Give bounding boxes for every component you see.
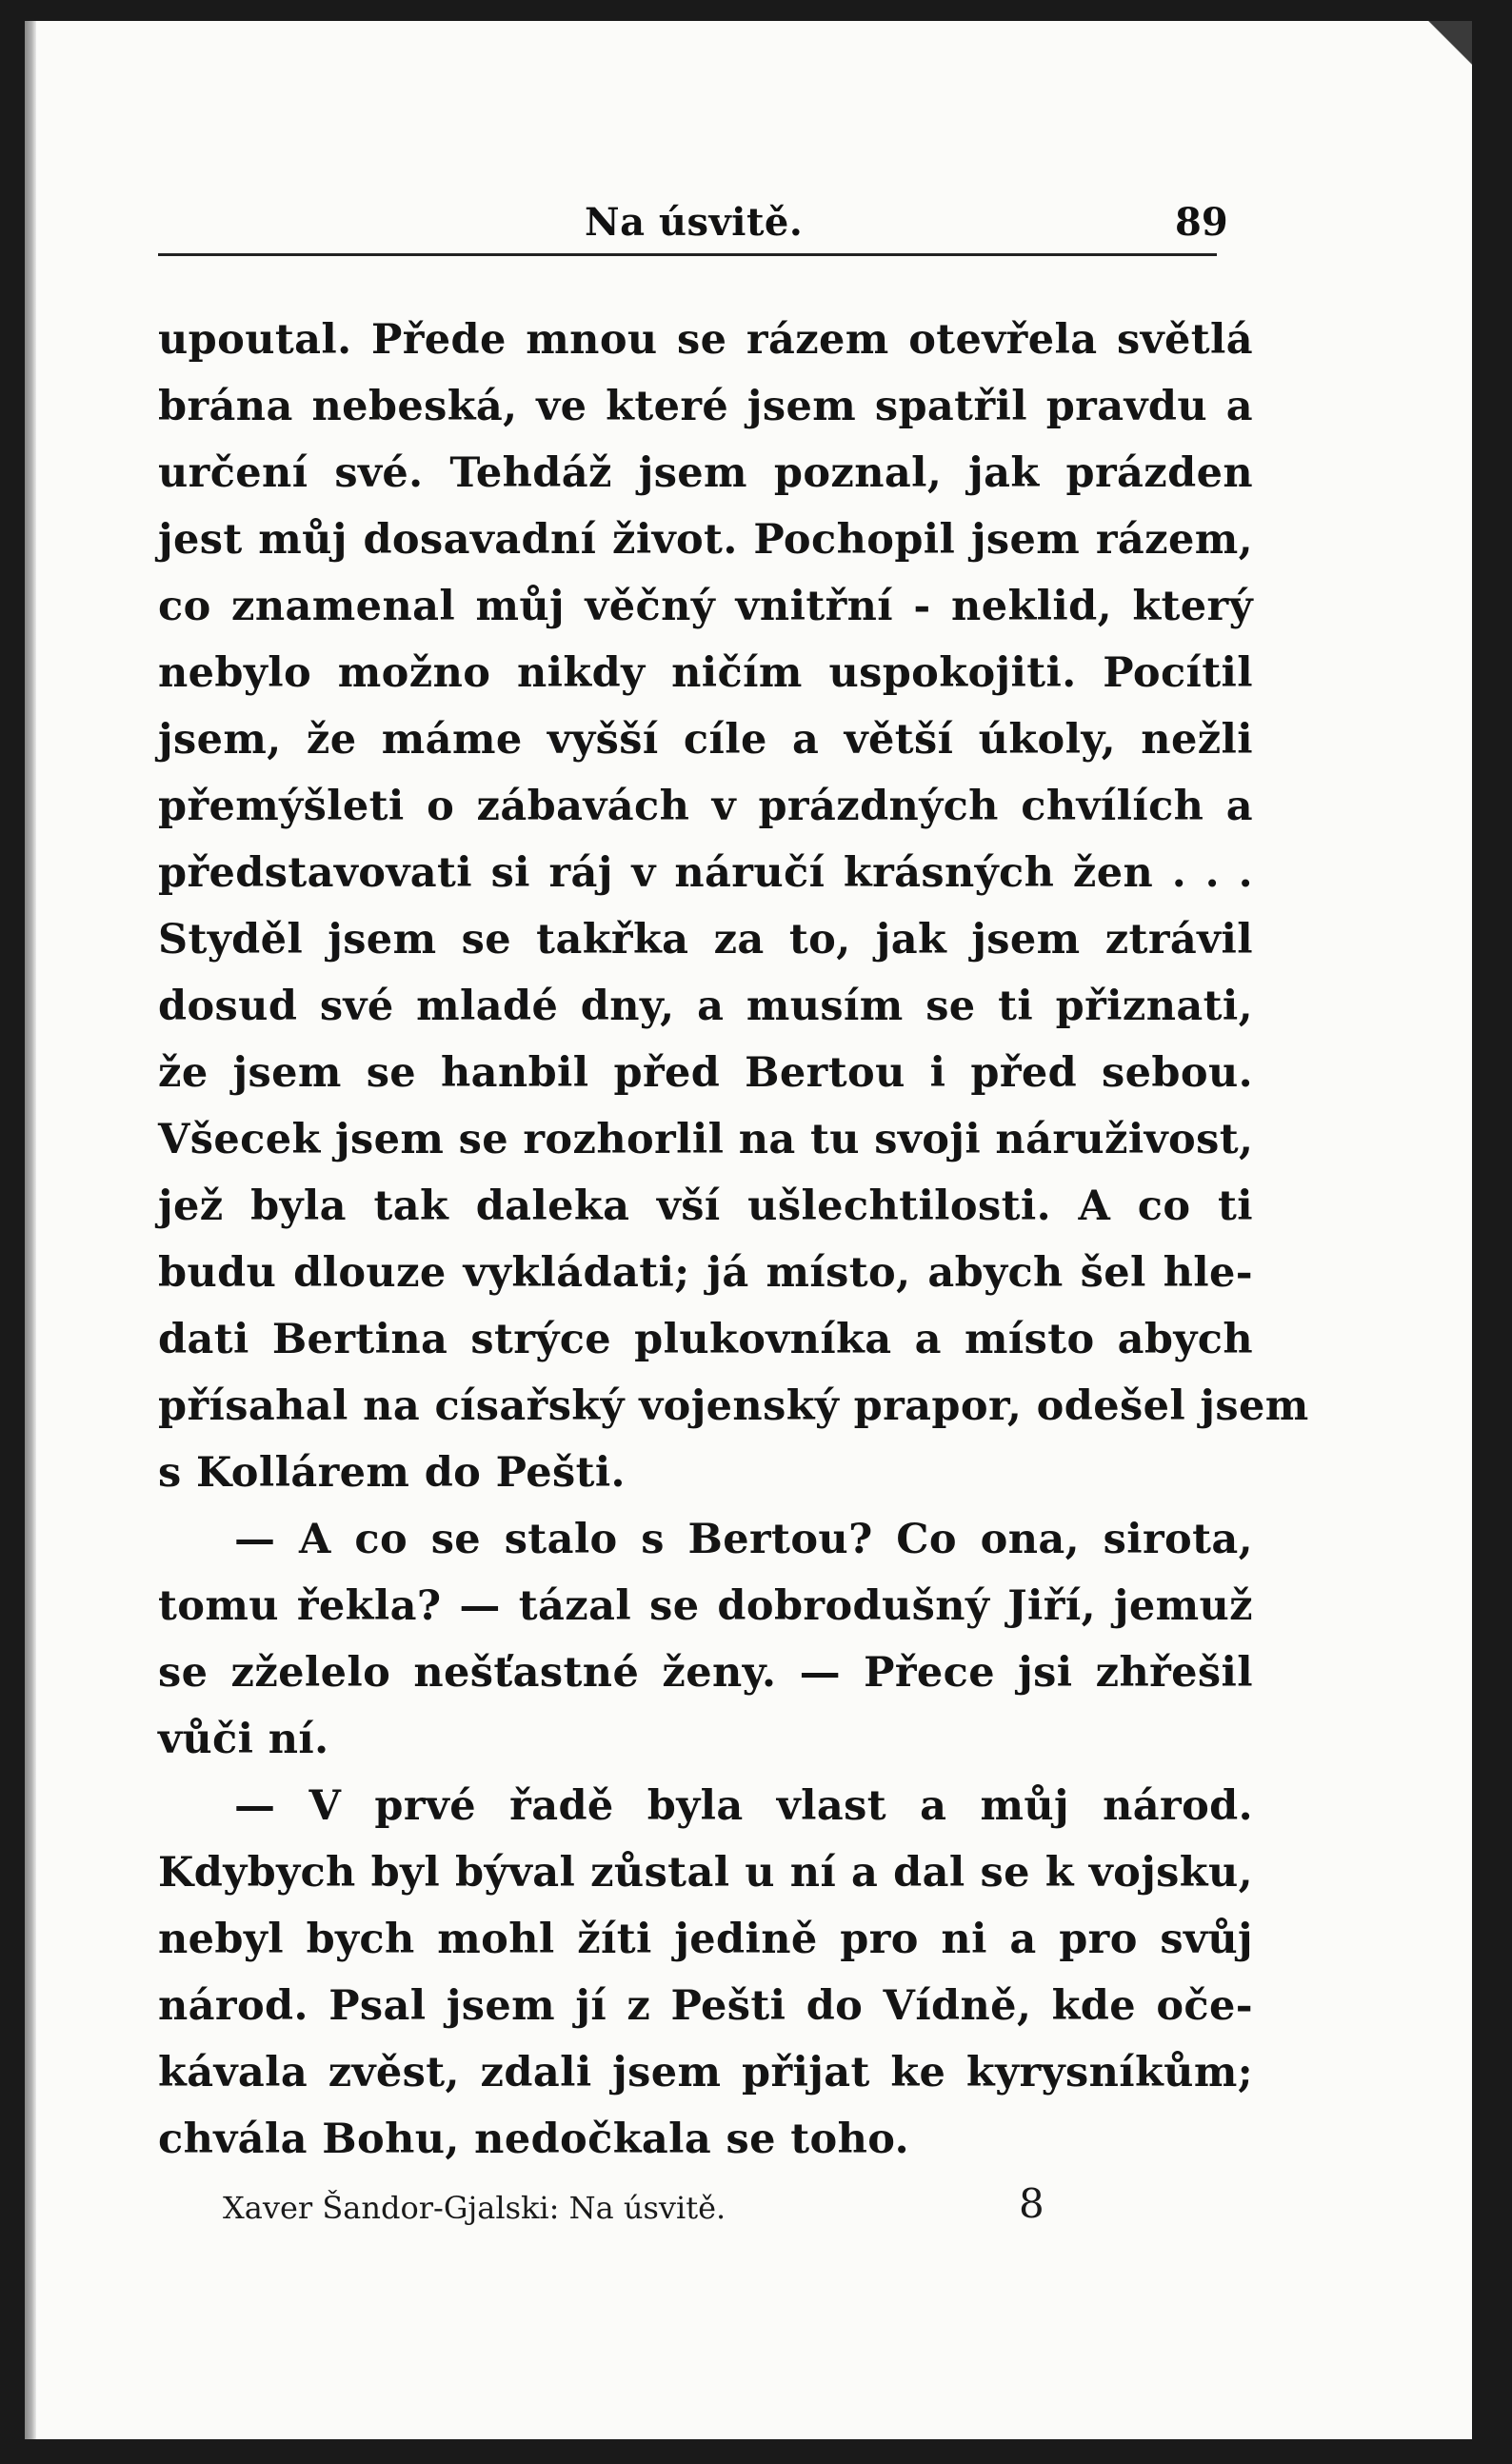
text-line: přísahal na císařský vojenský prapor, odešel jsem [158,1382,1309,1430]
text-line: upoutal. Přede mnou se rázem otevřela světlá [158,316,1253,364]
text-line: jsem, že máme vyšší cíle a větší úkoly, nežli [158,716,1253,764]
running-head [25,200,1472,257]
page-spine-shadow [25,21,36,2439]
text-line: — V prvé řadě byla vlast a můj národ. [234,1782,1253,1830]
text-line: co znamenal můj věčný vnitřní - neklid, který [158,583,1253,630]
header-rule [158,253,1217,256]
text-line: — A co se stalo s Bertou? Co ona, sirota, [234,1516,1253,1563]
body-text [158,307,1309,2173]
text-line: představovati si ráj v náručí krásných žen . . . [158,849,1253,897]
book-page [25,21,1472,2439]
text-line: Styděl jsem se takřka za to, jak jsem ztrávil [158,916,1253,964]
text-line: jest můj dosavadní život. Pochopil jsem rázem, [158,516,1253,564]
text-line: že jsem se hanbil před Bertou i před sebou. [158,1049,1253,1097]
text-line: vůči ní. [158,1716,329,1763]
text-line: budu dlouze vykládati; já místo, abych šel hle- [158,1249,1253,1297]
text-line: národ. Psal jsem jí z Pešti do Vídně, kde oče- [158,1982,1253,2030]
text-line: Všecek jsem se rozhorlil na tu svoji náruživost, [158,1116,1254,1163]
text-line: nebyl bych mohl žíti jedině pro ni a pro svůj [158,1916,1253,1963]
text-line: přemýšleti o zábavách v prázdných chvílích a [158,783,1253,830]
footer-source: Xaver Šandor-Gjalski: Na úsvitě. [223,2190,726,2226]
page-footer [25,2180,1472,2247]
text-line: dati Bertina strýce plukovníka a místo abych [158,1316,1253,1363]
text-line: brána nebeská, ve které jsem spatřil pravdu a [158,383,1253,430]
signature-mark: 8 [1019,2180,1044,2227]
text-line: s Kollárem do Pešti. [158,1449,626,1497]
text-line: jež byla tak daleka vší ušlechtilosti. A co ti [158,1182,1253,1230]
text-line: nebylo možno nikdy ničím uspokojiti. Pocítil [158,649,1253,697]
page-corner-shadow [1386,21,1472,78]
page-number: 89 [1175,200,1228,245]
text-line: chvála Bohu, nedočkala se toho. [158,2116,909,2163]
text-line: určení své. Tehdáž jsem poznal, jak prázden [158,449,1253,497]
text-line: tomu řekla? — tázal se dobrodušný Jiří, jemuž [158,1582,1253,1630]
running-head-title: Na úsvitě. [585,200,804,245]
text-line: se zželelo nešťastné ženy. — Přece jsi zhřešil [158,1649,1253,1697]
text-line: kávala zvěst, zdali jsem přijat ke kyrysníkům; [158,2049,1253,2096]
text-line: dosud své mladé dny, a musím se ti přiznati, [158,983,1253,1030]
text-line: Kdybych byl býval zůstal u ní a dal se k vojsku, [158,1849,1253,1897]
